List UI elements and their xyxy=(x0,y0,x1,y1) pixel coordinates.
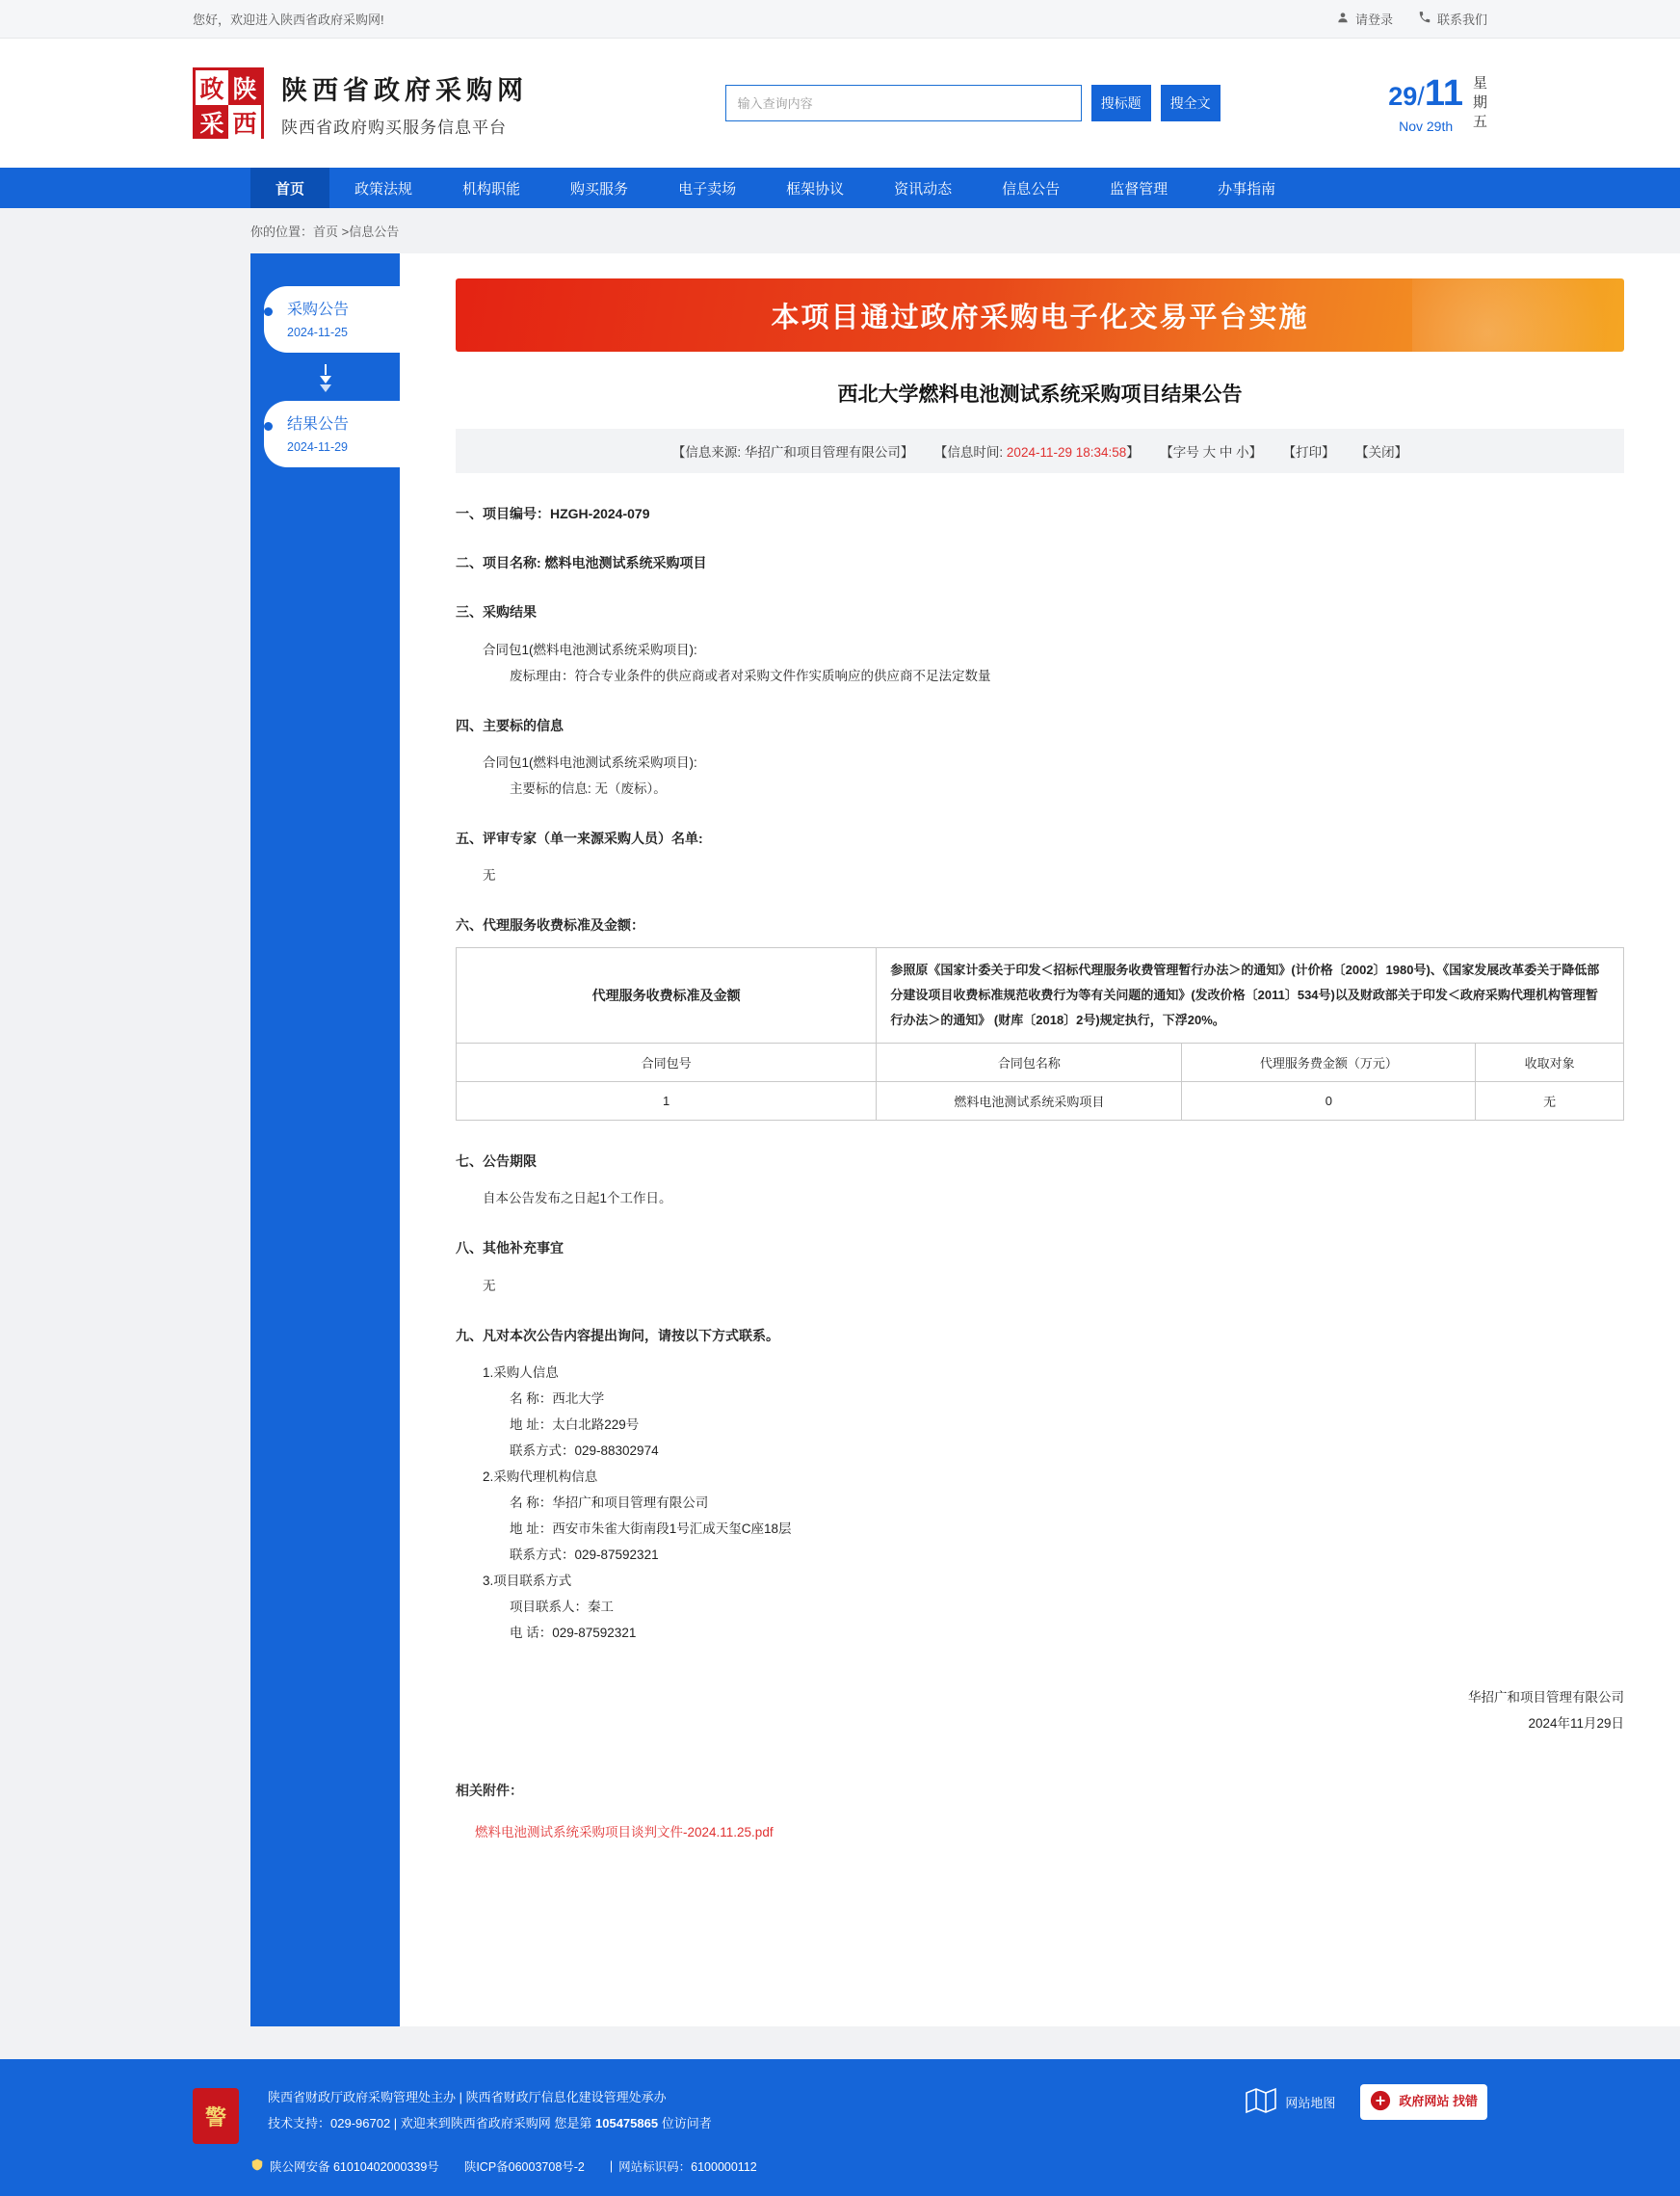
page-title: 西北大学燃料电池测试系统采购项目结果公告 xyxy=(837,384,1243,406)
meta-time-label: 【信息时间: xyxy=(933,445,1004,460)
table-row xyxy=(457,1082,1624,1121)
weekday-line-3: 五 xyxy=(1472,114,1487,130)
search-fulltext-button[interactable]: 搜全文 xyxy=(1161,85,1221,121)
signature-block xyxy=(456,1684,1624,1736)
sidebar-step-purchase-notice[interactable] xyxy=(264,286,400,353)
site-header xyxy=(0,39,1680,168)
footer-right xyxy=(1245,2084,1487,2120)
section-3-line-1: 合同包1(燃料电池测试系统采购项目): xyxy=(483,642,697,657)
phone-icon xyxy=(1418,11,1431,27)
agency-fee-table xyxy=(456,947,1624,1121)
contact-line: 地 址：西安市朱雀大街南段1号汇成天玺C座18层 xyxy=(510,1521,792,1536)
col-header-fee-amount: 代理服务费金额（万元） xyxy=(1182,1044,1476,1082)
site-logo-icon xyxy=(193,67,264,139)
date-numbers xyxy=(1388,73,1463,115)
date-slash: / xyxy=(1417,81,1425,111)
meta-time-value: 2024-11-29 18:34:58 xyxy=(1006,445,1127,460)
gov-badge-icon xyxy=(1370,2090,1391,2114)
logo-char-0: 政 xyxy=(196,70,228,105)
nav-item-announcements[interactable]: 信息公告 xyxy=(1002,180,1061,198)
main-nav xyxy=(0,168,1680,208)
footer-text xyxy=(268,2084,712,2137)
contact-group-agency xyxy=(456,1464,1624,1568)
contact-line: 名 称：华招广和项目管理有限公司 xyxy=(510,1495,709,1510)
date-widget xyxy=(1388,73,1487,134)
map-icon xyxy=(1245,2087,1277,2117)
contact-group-head: 2.采购代理机构信息 xyxy=(483,1468,598,1484)
footer-visitor-suffix: 位访问者 xyxy=(658,2116,712,2131)
section-3-line-2: 废标理由：符合专业条件的供应商或者对采购文件作实质响应的供应商不足法定数量 xyxy=(510,668,991,683)
top-greeting: 您好，欢迎进入陕西省政府采购网! xyxy=(193,13,384,27)
gov-badge-text xyxy=(1399,2095,1478,2108)
top-bar xyxy=(0,0,1680,39)
content-area xyxy=(0,253,1680,2059)
section-7 xyxy=(456,1150,1624,1211)
contact-line: 地 址：太白北路229号 xyxy=(510,1416,640,1432)
meta-source-value: 华招广和项目管理有限公司 xyxy=(744,445,901,460)
icp-text: 陕ICP备06003708号-2 xyxy=(463,2160,585,2174)
section-4-line-2: 主要标的信息: 无（废标）。 xyxy=(510,781,667,796)
nav-item-emall[interactable]: 电子卖场 xyxy=(678,180,737,198)
shield-icon xyxy=(250,2157,264,2175)
search-input[interactable] xyxy=(725,85,1082,121)
section-4 xyxy=(456,714,1624,802)
logo-char-2: 采 xyxy=(199,112,224,138)
nav-item-home[interactable]: 首页 xyxy=(250,168,329,208)
nav-item-supervision[interactable]: 监督管理 xyxy=(1110,180,1168,198)
site-cert-label xyxy=(610,2157,757,2175)
nav-item-purchase-service[interactable]: 购买服务 xyxy=(570,180,629,198)
left-gutter xyxy=(0,253,250,2026)
step-dot-icon xyxy=(264,422,273,431)
close-button[interactable]: 【关闭】 xyxy=(1355,445,1408,460)
contact-line: 名 称：西北大学 xyxy=(510,1390,605,1406)
nav-item-guide[interactable]: 办事指南 xyxy=(1218,180,1276,198)
footer-bottom xyxy=(0,2144,1680,2175)
document-panel xyxy=(400,253,1680,2026)
step-dot-icon xyxy=(264,307,273,316)
contact-group-purchaser xyxy=(456,1360,1624,1464)
step-arrows-icon xyxy=(250,353,400,401)
police-record-link[interactable] xyxy=(250,2157,439,2175)
contact-label: 联系我们 xyxy=(1436,13,1487,27)
font-size-medium-button[interactable]: 中 xyxy=(1219,445,1233,460)
section-5 xyxy=(456,827,1624,888)
fee-desc-cell: 参照原《国家计委关于印发＜招标代理服务收费管理暂行办法＞的通知》(计价格〔2002〕1980号)、《国家发展改革委关于降低部分建设项目收费标准规范收费行为等有关问题的通知》(发改价格〔2011〕534号)以及财政部关于印发＜政府采购代理机构管理暂行办法＞的通知》 (财库〔2018〕2号)规定执行，下浮20%。 xyxy=(877,948,1624,1044)
icp-label xyxy=(464,2157,585,2175)
date-day: 29 xyxy=(1388,81,1418,111)
gov-badge-line-2: 找错 xyxy=(1452,2094,1478,2109)
cell-fee-amount: 0 xyxy=(1182,1082,1476,1121)
site-cert-text: 网站标识码：6100000112 xyxy=(618,2160,757,2174)
contact-group-head: 3.项目联系方式 xyxy=(483,1573,572,1588)
section-6-title: 六、代理服务收费标准及金额： xyxy=(456,916,644,933)
meta-source-label: 【信息来源: xyxy=(671,445,742,460)
breadcrumb-separator: > xyxy=(338,225,350,239)
gov-badge-line-1: 政府网站 xyxy=(1399,2094,1450,2109)
col-header-payer: 收取对象 xyxy=(1476,1044,1624,1082)
document-meta xyxy=(456,429,1624,473)
search-title-button[interactable]: 搜标题 xyxy=(1091,85,1151,121)
site-name: 陕西省政府采购网 xyxy=(281,75,528,105)
col-header-package-no: 合同包号 xyxy=(457,1044,877,1082)
section-2-title: 二、项目名称: 燃料电池测试系统采购项目 xyxy=(456,555,707,571)
footer-visitor-count: 105475865 xyxy=(595,2116,659,2131)
section-9-title: 九、凡对本次公告内容提出询问，请按以下方式联系。 xyxy=(456,1327,779,1343)
contact-link[interactable] xyxy=(1418,10,1487,28)
date-main xyxy=(1388,73,1463,134)
cell-package-name: 燃料电池测试系统采购项目 xyxy=(877,1082,1182,1121)
contact-line: 联系方式：029-88302974 xyxy=(510,1442,659,1458)
site-map-link[interactable] xyxy=(1245,2087,1335,2117)
signature-org: 华招广和项目管理有限公司 xyxy=(1468,1689,1624,1705)
brand[interactable] xyxy=(193,67,528,139)
footer-main xyxy=(0,2084,1680,2144)
cell-package-no: 1 xyxy=(457,1082,877,1121)
gov-website-report-badge[interactable] xyxy=(1360,2084,1487,2120)
attachments-title: 相关附件： xyxy=(456,1782,523,1798)
footer-line-1: 陕西省财政厅政府采购管理处主办 | 陕西省财政厅信息化建设管理处承办 xyxy=(268,2090,667,2104)
step-date: 2024-11-25 xyxy=(287,326,349,339)
print-button[interactable]: 【打印】 xyxy=(1282,445,1335,460)
brand-text xyxy=(281,69,528,138)
section-7-title: 七、公告期限 xyxy=(456,1153,537,1170)
section-6 xyxy=(456,913,1624,1121)
weekday-line-1: 星 xyxy=(1472,75,1487,92)
contact-line: 项目联系人：秦工 xyxy=(510,1599,614,1614)
footer-visitor-prefix: 技术支持：029-96702 | 欢迎来到陕西省政府采购网 您是第 xyxy=(268,2116,595,2131)
login-link[interactable] xyxy=(1336,10,1393,28)
section-8 xyxy=(456,1236,1624,1298)
nav-item-policy[interactable]: 政策法规 xyxy=(354,180,413,198)
section-3 xyxy=(456,600,1624,688)
meta-font-close: 】 xyxy=(1248,445,1263,460)
breadcrumb-home[interactable]: 首页 xyxy=(313,225,339,239)
nav-item-framework[interactable]: 框架协议 xyxy=(786,180,845,198)
logo-char-1: 陕 xyxy=(232,77,257,103)
platform-banner: 本项目通过政府采购电子化交易平台实施 xyxy=(456,278,1624,352)
attachment-link[interactable]: 燃料电池测试系统采购项目谈判文件-2024.11.25.pdf xyxy=(475,1824,774,1839)
footer-line-2 xyxy=(268,2110,712,2136)
signature-date: 2024年11月29日 xyxy=(1528,1715,1624,1731)
login-label: 请登录 xyxy=(1354,13,1393,27)
divider: | xyxy=(609,2159,614,2173)
nav-item-functions[interactable]: 机构职能 xyxy=(462,180,521,198)
contact-line: 电 话：029-87592321 xyxy=(510,1625,637,1640)
breadcrumb xyxy=(0,208,1680,253)
section-5-line-1: 无 xyxy=(483,867,496,883)
section-1-title: 一、项目编号：HZGH-2024-079 xyxy=(456,506,650,521)
col-header-package-name: 合同包名称 xyxy=(877,1044,1182,1082)
contact-group-project xyxy=(456,1568,1624,1646)
section-7-line-1: 自本公告发布之日起1个工作日。 xyxy=(483,1191,672,1206)
meta-source-close: 】 xyxy=(900,445,914,460)
top-bar-right xyxy=(1336,10,1487,28)
table-header-row xyxy=(457,1044,1624,1082)
weekday xyxy=(1473,74,1487,132)
step-title: 采购公告 xyxy=(287,302,350,318)
nav-item-news[interactable]: 资讯动态 xyxy=(894,180,953,198)
table-row xyxy=(457,948,1624,1044)
weekday-line-2: 期 xyxy=(1472,94,1487,111)
section-4-title: 四、主要标的信息 xyxy=(456,717,564,733)
step-title: 结果公告 xyxy=(287,416,350,433)
breadcrumb-current: 信息公告 xyxy=(349,225,400,239)
process-sidebar xyxy=(250,253,400,2026)
logo-char-3: 西 xyxy=(228,105,261,140)
font-size-large-button[interactable]: 大 xyxy=(1202,445,1217,460)
police-record-label: 陕公网安备 61010402000339号 xyxy=(270,2160,439,2174)
search-area xyxy=(725,85,1221,121)
meta-font-label: 【字号 xyxy=(1160,445,1199,460)
sidebar-step-result-notice[interactable] xyxy=(264,401,400,467)
font-size-small-button[interactable]: 小 xyxy=(1236,445,1249,460)
user-icon xyxy=(1336,11,1350,27)
contact-line: 联系方式：029-87592321 xyxy=(510,1547,659,1562)
step-date: 2024-11-29 xyxy=(287,440,349,454)
date-english: Nov 29th xyxy=(1399,118,1454,134)
section-8-title: 八、其他补充事宜 xyxy=(456,1240,564,1257)
breadcrumb-prefix: 你的位置： xyxy=(250,225,314,239)
section-3-title: 三、采购结果 xyxy=(456,604,537,621)
date-month: 11 xyxy=(1424,72,1463,114)
section-8-line-1: 无 xyxy=(483,1278,496,1293)
police-badge-icon: 警 xyxy=(193,2088,239,2144)
site-footer xyxy=(0,2059,1680,2196)
section-5-title: 五、评审专家（单一来源采购人员）名单: xyxy=(456,830,703,846)
site-subtitle: 陕西省政府购买服务信息平台 xyxy=(281,118,507,137)
section-4-line-1: 合同包1(燃料电池测试系统采购项目): xyxy=(483,754,697,770)
meta-time-close: 】 xyxy=(1126,445,1140,460)
section-9 xyxy=(456,1324,1624,1646)
cell-payer: 无 xyxy=(1476,1082,1624,1121)
site-map-label: 网站地图 xyxy=(1285,2096,1336,2110)
fee-label-cell: 代理服务收费标准及金额 xyxy=(457,948,877,1044)
contact-group-head: 1.采购人信息 xyxy=(483,1364,559,1380)
